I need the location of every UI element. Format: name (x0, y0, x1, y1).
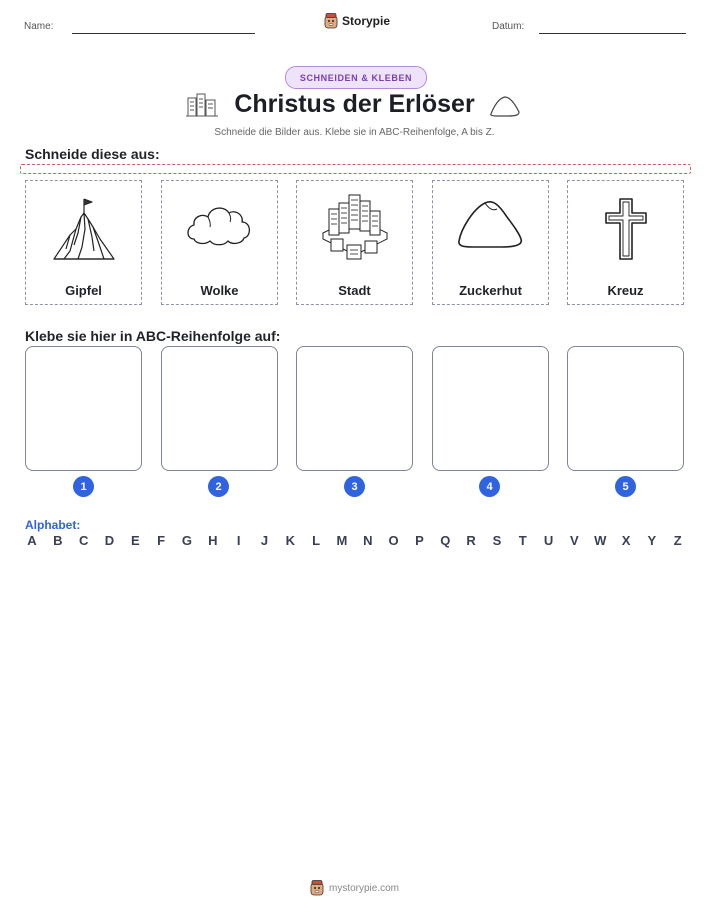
cross-icon (590, 189, 662, 273)
alphabet-letter: Z (673, 533, 682, 548)
alphabet-letter: E (130, 533, 140, 548)
instructions: Schneide die Bilder aus. Klebe sie in ABC-Reihenfolge, A bis Z. (214, 127, 495, 138)
card-label: Zuckerhut (459, 283, 522, 298)
cut-card-gipfel[interactable] (25, 180, 142, 305)
alphabet-letter: V (570, 533, 579, 548)
alphabet-letter: I (236, 533, 241, 548)
alphabet-row (25, 533, 685, 548)
alphabet-letter: X (621, 533, 631, 548)
page-title: Christus der Erlöser (234, 90, 475, 118)
cut-heading: Schneide diese aus: (25, 146, 160, 162)
storypie-mascot-icon (324, 13, 338, 29)
alphabet-letter: D (104, 533, 115, 548)
paste-box-2[interactable] (161, 346, 278, 471)
alphabet-letter: L (312, 533, 321, 548)
card-label: Kreuz (607, 283, 644, 298)
date-line[interactable] (539, 33, 686, 34)
cut-card-zuckerhut[interactable] (432, 180, 549, 305)
alphabet-letter: F (157, 533, 166, 548)
number-badge-2: 2 (208, 476, 229, 497)
activity-badge: SCHNEIDEN & KLEBEN (285, 66, 427, 89)
alphabet-letter: O (388, 533, 399, 548)
alphabet-letter: M (336, 533, 348, 548)
card-label: Stadt (338, 283, 371, 298)
number-badge-3: 3 (344, 476, 365, 497)
alphabet-letter: A (27, 533, 37, 548)
brand-logo (324, 13, 390, 29)
alphabet-letter: Q (440, 533, 451, 548)
cut-line (20, 164, 691, 174)
alphabet-letter: S (492, 533, 502, 548)
mountain-peak-icon (48, 189, 120, 273)
storypie-mascot-icon (310, 880, 324, 896)
name-line[interactable] (72, 33, 255, 34)
alphabet-letter: W (594, 533, 607, 548)
city-icon (319, 189, 391, 273)
card-label: Wolke (200, 283, 239, 298)
alphabet-letter: B (53, 533, 63, 548)
brand-name: Storypie (342, 14, 391, 28)
alphabet-letter: U (543, 533, 554, 548)
paste-box-5[interactable] (567, 346, 684, 471)
number-badge-1: 1 (73, 476, 94, 497)
paste-box-4[interactable] (432, 346, 549, 471)
paste-heading: Klebe sie hier in ABC-Reihenfolge auf: (25, 328, 281, 344)
alphabet-letter: C (78, 533, 89, 548)
cloud-icon (184, 189, 256, 273)
cut-card-wolke[interactable] (161, 180, 278, 305)
paste-box-3[interactable] (296, 346, 413, 471)
alphabet-letter: P (415, 533, 424, 548)
paste-box-1[interactable] (25, 346, 142, 471)
alphabet-letter: G (181, 533, 193, 548)
sugarloaf-icon (455, 189, 527, 273)
cut-card-stadt[interactable] (296, 180, 413, 305)
alphabet-label: Alphabet: (25, 518, 81, 532)
alphabet-letter: J (260, 533, 269, 548)
name-label: Name: (24, 21, 54, 32)
number-badge-5: 5 (615, 476, 636, 497)
date-label: Datum: (492, 21, 525, 32)
sugarloaf-small-icon (488, 94, 522, 118)
cut-card-kreuz[interactable] (567, 180, 684, 305)
alphabet-letter: R (466, 533, 476, 548)
alphabet-letter: H (208, 533, 218, 548)
card-label: Gipfel (65, 283, 102, 298)
footer (0, 880, 709, 896)
number-badge-4: 4 (479, 476, 500, 497)
alphabet-letter: N (363, 533, 373, 548)
alphabet-letter: Y (647, 533, 657, 548)
footer-url[interactable]: mystorypie.com (328, 882, 399, 894)
alphabet-letter: K (285, 533, 295, 548)
alphabet-letter: T (518, 533, 527, 548)
